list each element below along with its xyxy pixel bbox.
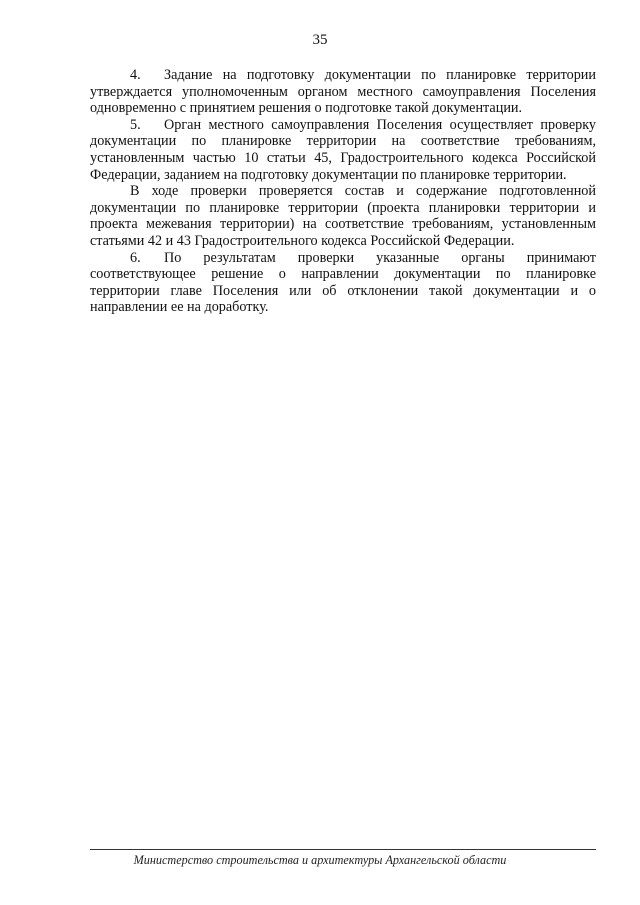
- footer-organization: Министерство строительства и архитектуры Архангельской области: [133, 853, 507, 867]
- paragraph-6: [90, 250, 596, 316]
- paragraph-text: В ходе проверки проверяется состав и содержание подготовленной документации по планировке территории (проекта планировки территории и проекта межевания территории) на соответствие требованиям, установленным статьями 42 и 43 Градостроительного кодекса Российской Федерации.: [90, 183, 596, 249]
- paragraph-4: [90, 67, 596, 117]
- paragraph-text: Задание на подготовку документации по планировке территории утверждается уполномоченным органом местного самоуправления Поселения одновременно с принятием решения о подготовке такой документации.: [90, 67, 596, 117]
- paragraph-number: 4.: [130, 67, 141, 83]
- paragraph-5: [90, 117, 596, 183]
- paragraph-number: 6.: [130, 249, 141, 266]
- paragraph-text: По результатам проверки указанные органы принимают соответствующее решение о направлении документации по планировке территории главе Поселения или об отклонении такой документации и о направлении ее на доработку.: [90, 249, 596, 316]
- page-number: 35: [312, 32, 328, 48]
- paragraph-text: Орган местного самоуправления Поселения осуществляет проверку документации по планировке территории на соответствие требованиям, установленным частью 10 статьи 45, Градостроительного кодекса Российской Федерации, заданием на подготовку документации по планировке территории.: [90, 116, 596, 183]
- paragraph-number: 5.: [130, 116, 141, 133]
- footer-divider: [90, 849, 596, 850]
- paragraph-verification: [90, 183, 596, 249]
- document-body: [90, 67, 596, 316]
